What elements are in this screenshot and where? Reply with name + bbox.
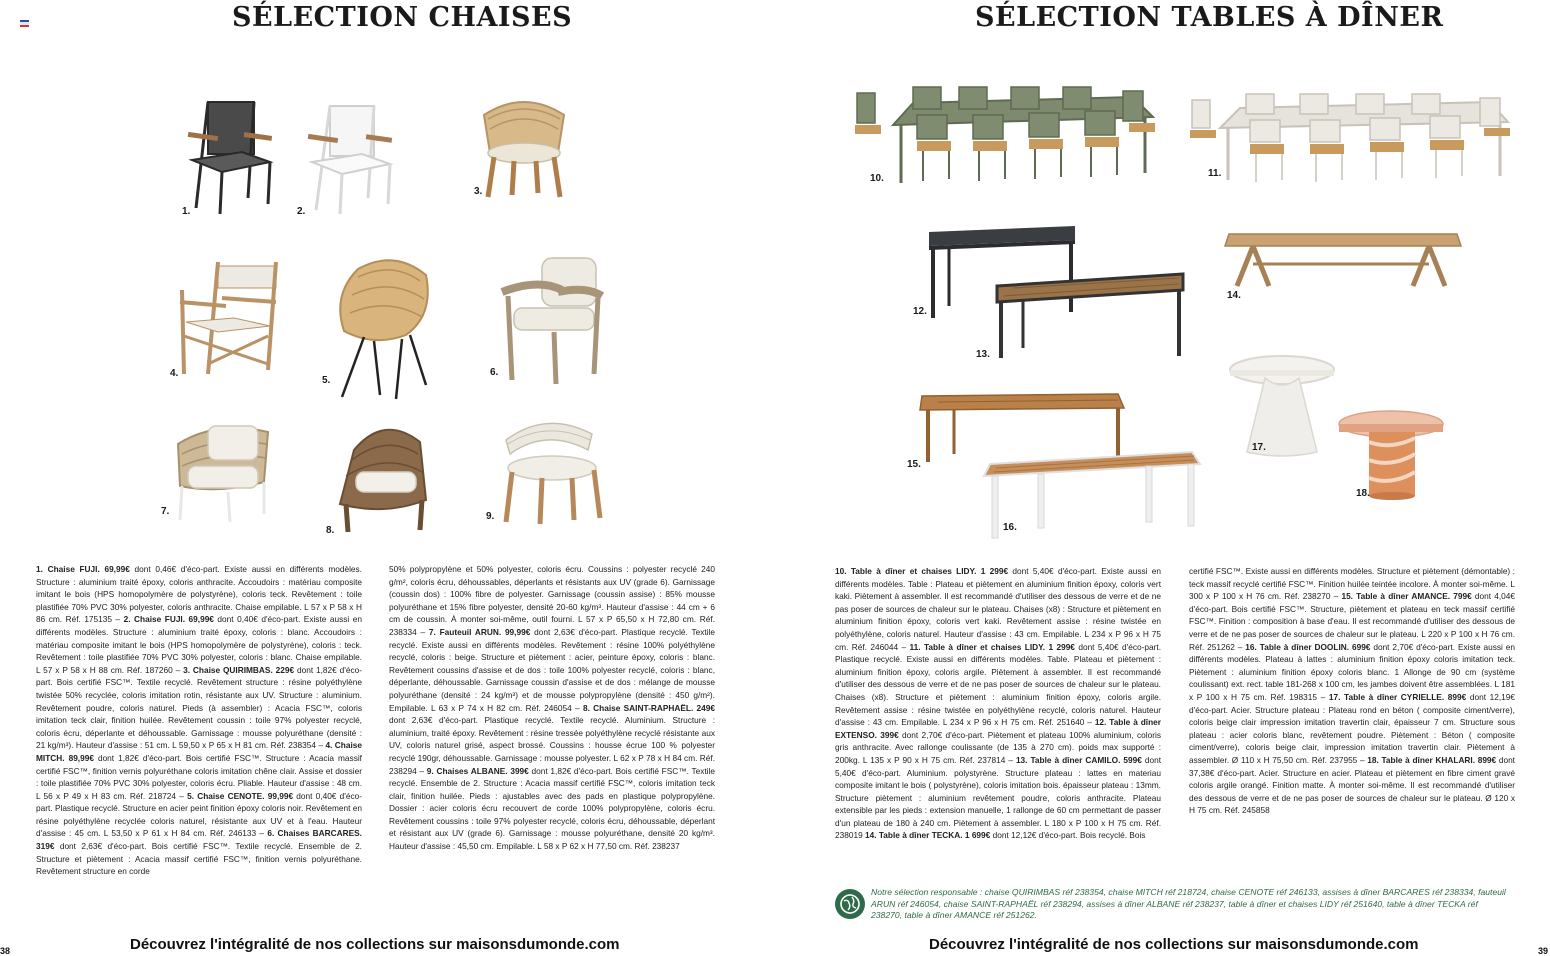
- page-number: 38: [0, 946, 11, 956]
- page-number: 39: [1538, 946, 1549, 956]
- product-name: 8. Chaise SAINT-RAPHAËL. 249€: [582, 702, 715, 713]
- product-image-chair-7: [168, 416, 278, 524]
- product-name: 7. Fauteuil ARUN. 99,99€: [428, 626, 531, 637]
- description-column-1: [36, 563, 362, 878]
- product-name: 2. Chaise FUJI. 69,99€: [123, 614, 214, 625]
- product-image-table-18: [1335, 408, 1447, 500]
- item-number: 10.: [870, 173, 884, 184]
- item-number: 1.: [182, 206, 191, 217]
- product-description: dont 37,38€ d'éco-part. Acier. Structure en acier. Plateau et piètement en fibre ciment gravé coloris argile orangé. Finition matte. À monter soi-même. Il est recommandé d'utiliser des dessous de verre et de ne pas poser de sources de chaleur sur le plateau. Ø 120 x H 75 cm. Réf. 245858: [1189, 754, 1515, 816]
- product-name: 6. Chaises BARCARES. 319€: [36, 828, 362, 852]
- product-description: dont 2,63€ d'éco-part. Bois certifié FSC™. Textile recyclé. Ensemble de 2. Structure et piètement : Acacia massif certifié FSC™, finition vernis polyuréthane. Revêtement structure en corde: [36, 841, 362, 877]
- footer-link-text: Découvrez l'intégralité de nos collections sur maisonsdumonde.com: [929, 936, 1419, 953]
- product-description: dont 0,46€ d'éco-part. Existe aussi en différents modèles. Structure : aluminium traité époxy, coloris anthracite. Accoudoirs : matériau composite imitant le bois (HPS homopolymère de polystyrène), coloris teck. Revêtement : toile plastifiée 70% PVC 30% polyester, coloris anthracite. Chaise empilable. L 57 x P 58 x H 86 cm. Réf. 175135 –: [36, 564, 362, 625]
- product-name: 16. Table à dîner DOOLIN. 699€: [1245, 641, 1371, 652]
- product-name: 4. Chaise MITCH. 89,99€: [36, 740, 362, 763]
- product-description: dont 2,70€ d'éco-part. Piètement et plateau 100% aluminium, coloris gris anthracite. Avec rallonge coulissante (de 135 à 270 cm). poids max supporté : 200kg. L 135 x P 90 x H 75 cm. Réf. 237814 –: [835, 729, 1162, 765]
- product-description: dont 5,40€ d'éco-part. Plastique recyclé. Existe aussi en différents modèles. Table. Plateau et piètement : aluminium finition époxy, coloris argile. Piètement à assembler. Il est recommandé d'utiliser des dessous de verre et de ne pas poser de sources de chaleur sur le plateau. Chaises (x8). Structure et piètement : aluminium finition époxy, coloris argile. Revêtement assise : résine twistée en polyéthylène recyclé, coloris naturel. Hauteur d'assise : 43 cm. Empilable. L 234 x P 96 x H 75 cm. Réf. 251640 –: [835, 641, 1161, 728]
- product-name: 11. Table à dîner et chaises LIDY. 1 299€: [909, 641, 1075, 652]
- product-image-chair-5: [334, 255, 434, 400]
- responsible-selection-note: [835, 887, 1515, 923]
- product-name: 14. Table à dîner TECKA. 1 699€: [865, 830, 991, 841]
- product-image-table-10: [853, 85, 1158, 185]
- product-description: dont 5,40€ d'éco-part. Existe aussi en différents modèles. Table : Plateau et piètement en aluminium finition époxy, coloris vert kaki. Piètement à assembler. Il est recommandé d'utiliser des dessous de verre et de ne pas poser de sources de chaleur sur le plateau. Chaises (x8) : Structure et piètement en aluminium finition époxy, coloris vert kaki. Revêtement assise : résine twistée en polyéthylène, coloris naturel. Hauteur d'assise : 43 cm. Empilable. L 234 x P 96 x H 75 cm. Réf. 246044 –: [835, 566, 1162, 652]
- product-image-table-13: [993, 268, 1188, 363]
- item-number: 18.: [1356, 488, 1370, 499]
- item-number: 13.: [976, 349, 990, 360]
- globe-leaf-icon: [835, 889, 865, 919]
- product-image-table-11: [1190, 92, 1515, 184]
- eco-note-text: Notre sélection responsable : chaise QUIRIMBAS réf 238354, chaise MITCH réf 218724, chaise CENOTE réf 246133, assises à dîner BARCARES réf 238334, fauteuil ARUN réf 246054, chaise SAINT-RAPHAËL réf 238294, assises à dîner ALBANE réf 238237, table à dîner et chaises LIDY réf 251640, table à dîner TECKA réf 238270, table à dîner AMANCE réf 251262.: [871, 887, 1506, 921]
- product-description: dont 2,70€ d'éco-part. Existe aussi en différents modèles. Plateau à lattes : aluminium finition époxy coloris imitation teck. Piètement : aluminium finition époxy coloris blanc. 1 Allonge de 90 cm (système coulissant) ext. rect. table 181-268 x 100 cm, les jambes doivent être assemblées. L 181 x P 100 x H 75 cm. Réf. 198315 –: [1189, 641, 1515, 702]
- description-column-1: [835, 565, 1161, 842]
- product-description: dont 4,04€ d'éco-part. Bois certifié FSC™. Structure, piètement et plateau en teck massif certifié FSC™. Finition : composition à base d'eau. Il est recommandé d'utiliser des dessous de verre et de ne pas poser de sources de chaleur sur le plateau. L 220 x P 100 x H 76 cm. Réf. 251262 –: [1189, 591, 1515, 652]
- product-image-chair-3: [474, 95, 574, 200]
- product-description: dont 12,19€ d'éco-part. Acier. Structure plateau : Plateau rond en béton ( composite ciment/verre), coloris beige clair impression imitation travertin clair, épaisseur 7 cm. Structure sous plateau : acier coloris blanc, revêtement poudre. Piètement : Béton ( composite ciment/verre), coloris beige clair, impression imitation travertin clair. Piètement à assembler. Ø 110 x H 75,50 cm. Réf. 237955 –: [1189, 691, 1516, 765]
- product-description: dont 5,40€ d'éco-part. Aluminium. polystyrène. Structure plateau : lattes en materiau composite imitant le bois ( polystyrène), coloris imitation bois. épaisseur plateau : 13mm. Structure piètement : aluminium revêtement poudre, coloris anthracite. Plateau extensible par les pieds : extension manuelle, 1 rallonge de 60 cm permettant de passer d'un plateau de 180 à 240 cm. Piètement à assembler. L 180 x P 100 x H 75 cm. Réf. 238019: [835, 754, 1161, 841]
- product-description: dont 1,82€ d'éco-part. Bois certifié FSC™. Textile recyclé. Ensemble de 2. Structure : Acacia massif certifié FSC™, coloris imitation teck clair, finition huilée. Pieds : ajustables avec des pads en plastique polypropylène. Dossier : acier coloris écru recouvert de corde 100% polypropylène, coloris écru. Revêtement coussins : toile 97% polyester recyclé, coloris écru, déhoussable, déperlant et résistant aux UV (grade 6). Garnissage : mousse polyuréthane, densité 20 kg/m³. Hauteur d'assise : 45,50 cm. Empilable. L 58 x P 62 x H 77,50 cm. Réf. 238237: [389, 765, 715, 852]
- item-number: 6.: [490, 367, 499, 378]
- item-number: 17.: [1252, 442, 1266, 453]
- right-page: [775, 0, 1550, 956]
- item-number: 12.: [913, 306, 927, 317]
- product-name: 15. Table à dîner AMANCE. 799€: [1341, 591, 1472, 602]
- product-description: dont 0,40€ d'éco-part. Existe aussi en différents modèles. Structure : aluminium traité époxy, coloris : blanc. Accoudoirs : matériau composite imitant le bois (HPS homopolymère de polystyrène), coloris : teck. Revêtement : toile plastifiée 70% PVC 30% polyester, coloris : blanc. Chaise empilable. L 57 x P 58 x H 88 cm. Réf. 187260 –: [36, 614, 362, 675]
- product-image-chair-4: [178, 260, 278, 378]
- product-name: 9. Chaises ALBANE. 399€: [426, 765, 529, 776]
- product-image-chair-6: [498, 252, 608, 387]
- product-description: dont 0,40€ d'éco-part. Plastique recyclé. Structure en acier peint finition époxy coloris noir. Revêtement en résine polyéthylène recyclée coloris naturel, résistante aux UV et à l'eau. Hauteur d'assise : 45 cm. L 53,50 x P 61 x H 84 cm. Réf. 246133 –: [36, 790, 362, 839]
- page-title-chairs: SÉLECTION CHAISES: [232, 2, 573, 33]
- product-name: 17. Table à dîner CYRIELLE. 899€: [1328, 691, 1467, 702]
- item-number: 9.: [486, 511, 495, 522]
- item-number: 5.: [322, 375, 331, 386]
- item-number: 11.: [1208, 168, 1222, 179]
- flag-icon: [20, 20, 29, 27]
- product-description: 50% polypropylène et 50% polyester, coloris écru. Coussins : polyester recyclé 240 g/m², coloris écru, déhoussables, déperlants et résistants aux UV (grade 6). Garnissage (coussin dos) : 100% fibre de polyester. Garnissage (coussin assise) : 85% mousse polyuréthane et 15% fibre polyester, densité 20-60 kg/m³. Hauteur d'assise : 44 cm + 6 cm de coussin. À monter soi-même, outil fourni. L 57 x P 65,50 x H 72,80 cm. Réf. 238334 –: [389, 564, 715, 637]
- item-number: 14.: [1227, 290, 1241, 301]
- product-image-table-17: [1227, 352, 1337, 457]
- product-description: dont 12,12€ d'éco-part. Bois recyclé. Bois: [990, 830, 1146, 841]
- product-name: 3. Chaise QUIRIMBAS. 229€: [183, 664, 295, 675]
- item-number: 16.: [1003, 522, 1017, 533]
- product-description: dont 2,63€ d'éco-part. Plastique recyclé. Textile recyclé. Existe aussi en différents modèles. Revêtement : résine 100% polyéthylène recyclé, coloris : beige. Structure et piètement : acier, peinture époxy, coloris : blanc. Revêtement coussins d'assise et de dos : toile 100% polyester recyclé, coloris : blanc, déperlante, déhoussable. Garnissage coussin d'assise et de dos : mélange de mousse polyuréthane (densité : 24 kg/m³) et de mousse polypropylène (densité : 450 g/m²). Empilable. L 63 x P 74 x H 82 cm. Réf. 246054 –: [389, 626, 715, 713]
- item-number: 15.: [907, 459, 921, 470]
- product-image-chair-1: [186, 98, 276, 218]
- product-image-chair-8: [334, 420, 434, 535]
- description-column-2: [389, 563, 715, 853]
- product-description: dont 1,82€ d'éco-part. Bois certifié FSC™. Textile recyclé. Revêtement structure : résine polyéthylène twistée 50% recyclée, coloris imitation rotin, résistante aux UV. Structure : aluminium. Revêtement poudre, coloris naturel. Pieds (à assembler) : Acacia FSC™, coloris imitation teck clair, finition huilée. Revêtement coussin : toile 97% polyester recyclé, coloris écru, déperlante et déhoussable. Garnissage : mousse polyuréthane (densité : 21 kg/m³). Hauteur d'assise : 51 cm. L 59,50 x P 65 x H 81 cm. Réf. 238354 –: [36, 664, 362, 751]
- item-number: 3.: [474, 186, 483, 197]
- product-image-table-14: [1223, 228, 1463, 290]
- item-number: 2.: [297, 206, 306, 217]
- footer-link-text: Découvrez l'intégralité de nos collections sur maisonsdumonde.com: [130, 936, 620, 953]
- product-description: certifié FSC™. Existe aussi en différents modèles. Structure et piètement (démontable) : teck massif recyclé certifié FSC™. Finition huilée teintée incolore. À monter soi-même. L 300 x P 100 x H 76 cm. Réf. 238270 –: [1189, 566, 1515, 602]
- product-image-chair-2: [304, 102, 394, 217]
- product-description: dont 1,82€ d'éco-part. Bois certifié FSC™. Structure : Acacia massif certifié FSC™, finition vernis polyuréthane coloris imitation chêne clair. Assise et dossier : toile plastifiée 70% PVC 30% polyester, coloris écru. Pliable. Hauteur d'assise : 48 cm. L 56 x P 49 x H 83 cm. Réf. 218724 –: [36, 752, 362, 801]
- product-name: 1. Chaise FUJI. 69,99€: [36, 564, 130, 574]
- product-name: 5. Chaise CENOTE. 99,99€: [187, 790, 294, 801]
- item-number: 4.: [170, 368, 179, 379]
- page-title-tables: SÉLECTION TABLES À DÎNER: [975, 2, 1444, 33]
- product-description: dont 2,63€ d'éco-part. Plastique recyclé. Textile recyclé. Aluminium. Structure : aluminium, traité époxy. Revêtement : résine tressée polyéthylène recyclé résistante aux UV, coloris naturel grisé, aspect brossé. Coussins : housse écrue 100 % polyester recyclé 190gr, déhoussable. Garnissage : mousse polyester. L 62 x P 78 x H 84 cm. Réf. 238294 –: [389, 715, 715, 776]
- product-name: 18. Table à dîner KHALARI. 899€: [1367, 754, 1497, 765]
- product-image-chair-9: [496, 414, 606, 526]
- item-number: 7.: [161, 506, 170, 517]
- item-number: 8.: [326, 525, 335, 536]
- description-column-2: [1189, 565, 1515, 817]
- product-name: 13. Table à dîner CAMILO. 599€: [1015, 754, 1142, 765]
- product-name: 12. Table à dîner EXTENSO. 399€: [835, 717, 1161, 740]
- product-name: 10. Table à dîner et chaises LIDY. 1 299€: [835, 566, 1009, 576]
